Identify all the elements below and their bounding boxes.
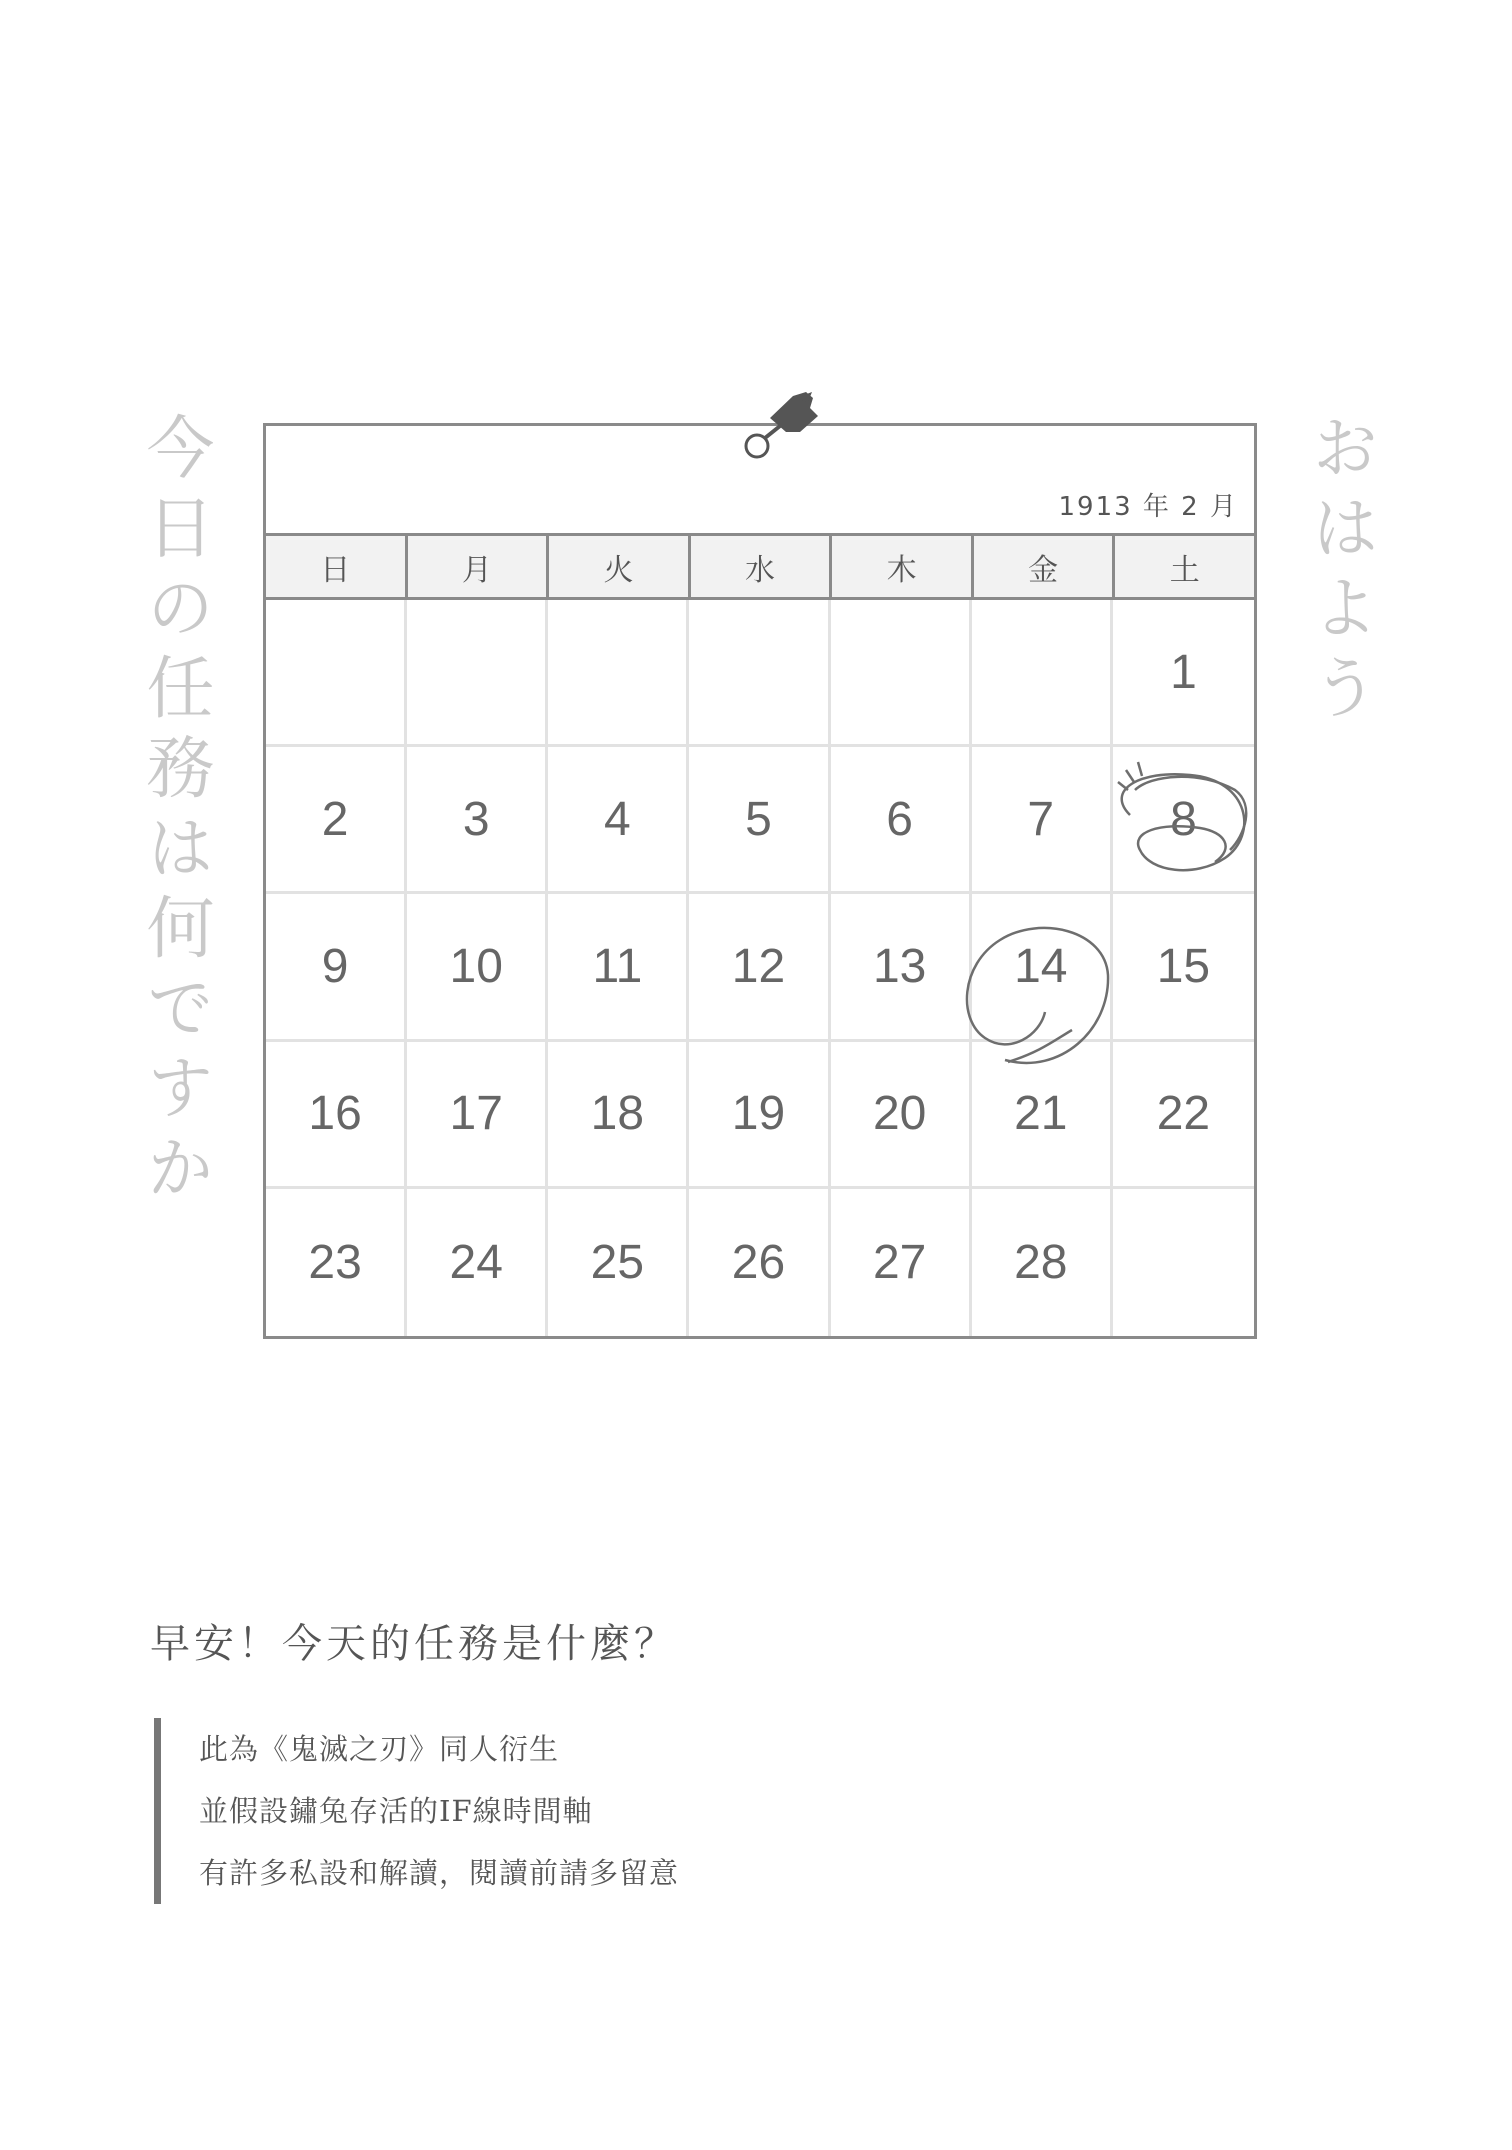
- day-cell: 16: [266, 1042, 407, 1189]
- weekday-thu: 木: [832, 536, 974, 597]
- day-grid: [266, 600, 1254, 1336]
- weekday-row: [266, 536, 1254, 600]
- day-cell: 17: [407, 1042, 548, 1189]
- day-cell: 5: [689, 747, 830, 894]
- day-cell: 22: [1113, 1042, 1254, 1189]
- day-cell: 18: [548, 1042, 689, 1189]
- day-cell: 21: [972, 1042, 1113, 1189]
- day-cell: 3: [407, 747, 548, 894]
- weekday-fri: 金: [974, 536, 1116, 597]
- day-cell: 26: [689, 1189, 830, 1336]
- day-cell: 12: [689, 894, 830, 1041]
- empty-day-cell: [972, 600, 1113, 747]
- day-cell: 27: [831, 1189, 972, 1336]
- empty-day-cell: [266, 600, 407, 747]
- day-cell: 28: [972, 1189, 1113, 1336]
- note-line: 有許多私設和解讀，閱讀前請多留意: [199, 1856, 680, 1890]
- day-cell: 8: [1113, 747, 1254, 894]
- note-line: 此為《鬼滅之刃》同人衍生: [199, 1732, 560, 1766]
- day-cell: 20: [831, 1042, 972, 1189]
- day-cell: 24: [407, 1189, 548, 1336]
- weekday-sat: 土: [1169, 552, 1200, 588]
- day-cell: 11: [548, 894, 689, 1041]
- note-line: 並假設鏽兔存活的IF線時間軸: [199, 1794, 593, 1828]
- weekday-wed: 水: [691, 536, 833, 597]
- calendar-month-label: 1913 年 2 月: [1058, 492, 1238, 522]
- greeting-heading: 早安！今天的任務是什麼？: [150, 1621, 678, 1667]
- day-cell: 6: [831, 747, 972, 894]
- day-cell: 10: [407, 894, 548, 1041]
- empty-day-cell: [548, 600, 689, 747]
- weekday-mon: 月: [408, 536, 550, 597]
- day-cell: 15: [1113, 894, 1254, 1041]
- day-cell: 25: [548, 1189, 689, 1336]
- day-cell: 14: [972, 894, 1113, 1041]
- weekday-sun: 日: [266, 536, 408, 597]
- day-cell: 4: [548, 747, 689, 894]
- calendar: [263, 423, 1257, 1339]
- day-cell: 13: [831, 894, 972, 1041]
- empty-day-cell: [831, 600, 972, 747]
- weekday-tue: 火: [549, 536, 691, 597]
- calendar-header: [266, 426, 1254, 536]
- day-cell: 23: [266, 1189, 407, 1336]
- day-cell: 19: [689, 1042, 830, 1189]
- day-cell: 9: [266, 894, 407, 1041]
- day-cell: 1: [1113, 600, 1254, 747]
- side-caption-right: おはよう: [1300, 412, 1379, 732]
- empty-day-cell: [689, 600, 830, 747]
- side-caption-left: 今日の任務は何ですか: [135, 412, 214, 1212]
- empty-day-cell: [1113, 1189, 1254, 1336]
- day-cell: 7: [972, 747, 1113, 894]
- notes-block: [154, 1718, 679, 1904]
- day-cell: 2: [266, 747, 407, 894]
- empty-day-cell: [407, 600, 548, 747]
